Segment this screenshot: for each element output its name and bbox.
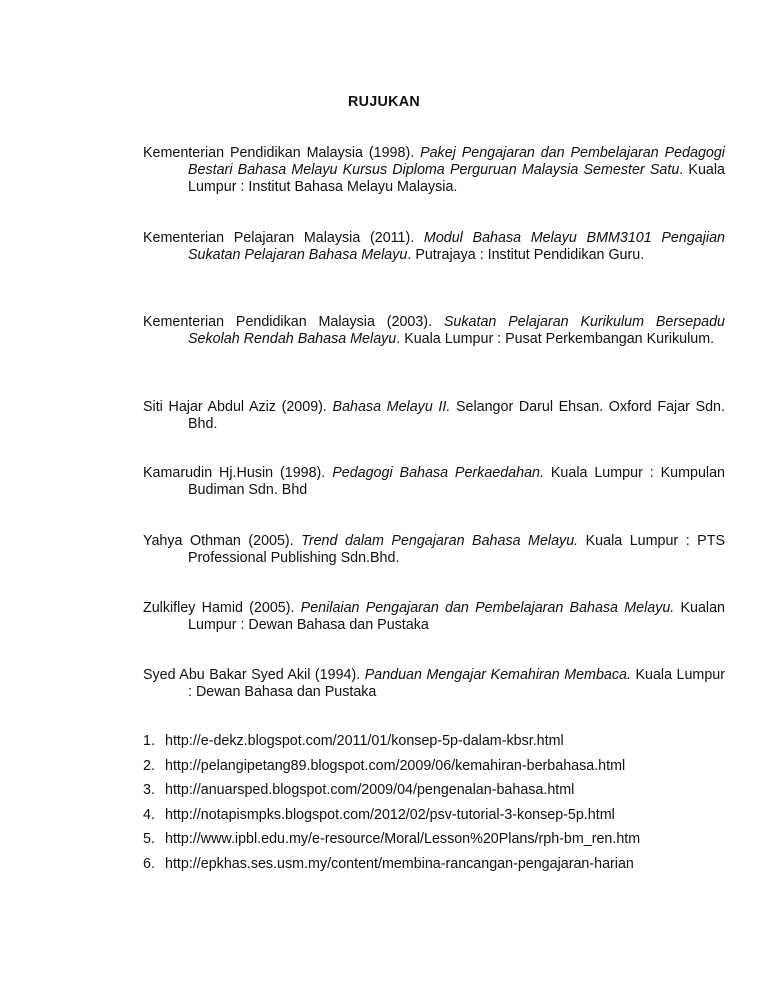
web-reference-item	[143, 733, 703, 758]
web-reference-url[interactable]: http://pelangipetang89.blogspot.com/2009/06/kemahiran-berbahasa.html	[165, 757, 626, 774]
reference-publisher: Kualan Lumpur : Dewan Bahasa dan Pustaka	[188, 600, 726, 633]
reference-entry	[143, 399, 725, 433]
reference-entry	[143, 465, 725, 499]
reference-title: Sukatan Pelajaran Kurikulum Bersepadu Sekolah Rendah Bahasa Melayu	[188, 314, 725, 347]
reference-publisher: Kuala Lumpur : PTS Professional Publishing Sdn.Bhd.	[188, 533, 725, 566]
reference-publisher: . Putrajaya : Institut Pendidikan Guru.	[407, 247, 645, 263]
web-reference-url[interactable]: http://anuarsped.blogspot.com/2009/04/pengenalan-bahasa.html	[165, 782, 575, 799]
web-reference-list	[143, 733, 703, 881]
reference-publisher: Kuala Lumpur : Dewan Bahasa dan Pustaka	[188, 667, 725, 700]
reference-author: Siti Hajar Abdul Aziz (2009).	[143, 399, 333, 415]
reference-entry	[143, 667, 725, 701]
list-number: 5.	[143, 831, 155, 848]
reference-title: Trend dalam Pengajaran Bahasa Melayu.	[301, 533, 579, 549]
list-number: 1.	[143, 733, 155, 749]
reference-publisher: . Kuala Lumpur : Pusat Perkembangan Kurikulum.	[396, 331, 715, 347]
reference-publisher: . Kuala Lumpur : Institut Bahasa Melayu Malaysia.	[188, 162, 725, 195]
web-reference-item	[143, 807, 703, 832]
list-number: 3.	[143, 782, 155, 799]
web-reference-item	[143, 856, 703, 881]
reference-entry	[143, 145, 725, 196]
reference-title: Bahasa Melayu II.	[332, 399, 451, 415]
page-title: RUJUKAN	[348, 94, 420, 110]
list-number: 6.	[143, 855, 155, 872]
web-reference-url[interactable]: http://www.ipbl.edu.my/e-resource/Moral/Lesson%20Plans/rph-bm_ren.htm	[165, 831, 641, 848]
reference-entry	[143, 230, 725, 264]
reference-entry	[143, 533, 725, 567]
reference-entry	[143, 600, 725, 634]
reference-author: Yahya Othman (2005).	[143, 533, 302, 549]
web-reference-item	[143, 831, 703, 856]
web-reference-url[interactable]: http://notapismpks.blogspot.com/2012/02/psv-tutorial-3-konsep-5p.html	[165, 806, 615, 823]
reference-title: Pedagogi Bahasa Perkaedahan.	[332, 465, 544, 481]
web-reference-url[interactable]: http://epkhas.ses.usm.my/content/membina-rancangan-pengajaran-harian	[165, 855, 634, 872]
web-reference-item	[143, 758, 703, 783]
reference-author: Zulkifley Hamid (2005).	[143, 600, 301, 616]
reference-author: Kementerian Pendidikan Malaysia (1998).	[143, 145, 421, 161]
reference-title: Modul Bahasa Melayu BMM3101 Pengajian Sukatan Pelajaran Bahasa Melayu	[188, 230, 725, 263]
reference-author: Syed Abu Bakar Syed Akil (1994).	[143, 667, 365, 683]
reference-entry	[143, 314, 725, 348]
web-reference-item	[143, 782, 703, 807]
reference-author: Kamarudin Hj.Husin (1998).	[143, 465, 333, 481]
reference-title: Panduan Mengajar Kemahiran Membaca.	[364, 667, 631, 683]
reference-title: Penilaian Pengajaran dan Pembelajaran Bahasa Melayu.	[300, 600, 675, 616]
reference-title: Pakej Pengajaran dan Pembelajaran Pedagogi Bestari Bahasa Melayu Kursus Diploma Perguruan Malaysia Semester Satu	[188, 145, 725, 178]
reference-author: Kementerian Pelajaran Malaysia (2011).	[143, 230, 424, 246]
list-number: 4.	[143, 806, 155, 823]
reference-publisher: Kuala Lumpur : Kumpulan Budiman Sdn. Bhd	[188, 465, 725, 498]
web-reference-url[interactable]: http://e-dekz.blogspot.com/2011/01/konsep-5p-dalam-kbsr.html	[165, 733, 564, 749]
reference-author: Kementerian Pendidikan Malaysia (2003).	[143, 314, 444, 330]
list-number: 2.	[143, 757, 155, 774]
reference-publisher: Selangor Darul Ehsan. Oxford Fajar Sdn. Bhd.	[188, 399, 725, 432]
